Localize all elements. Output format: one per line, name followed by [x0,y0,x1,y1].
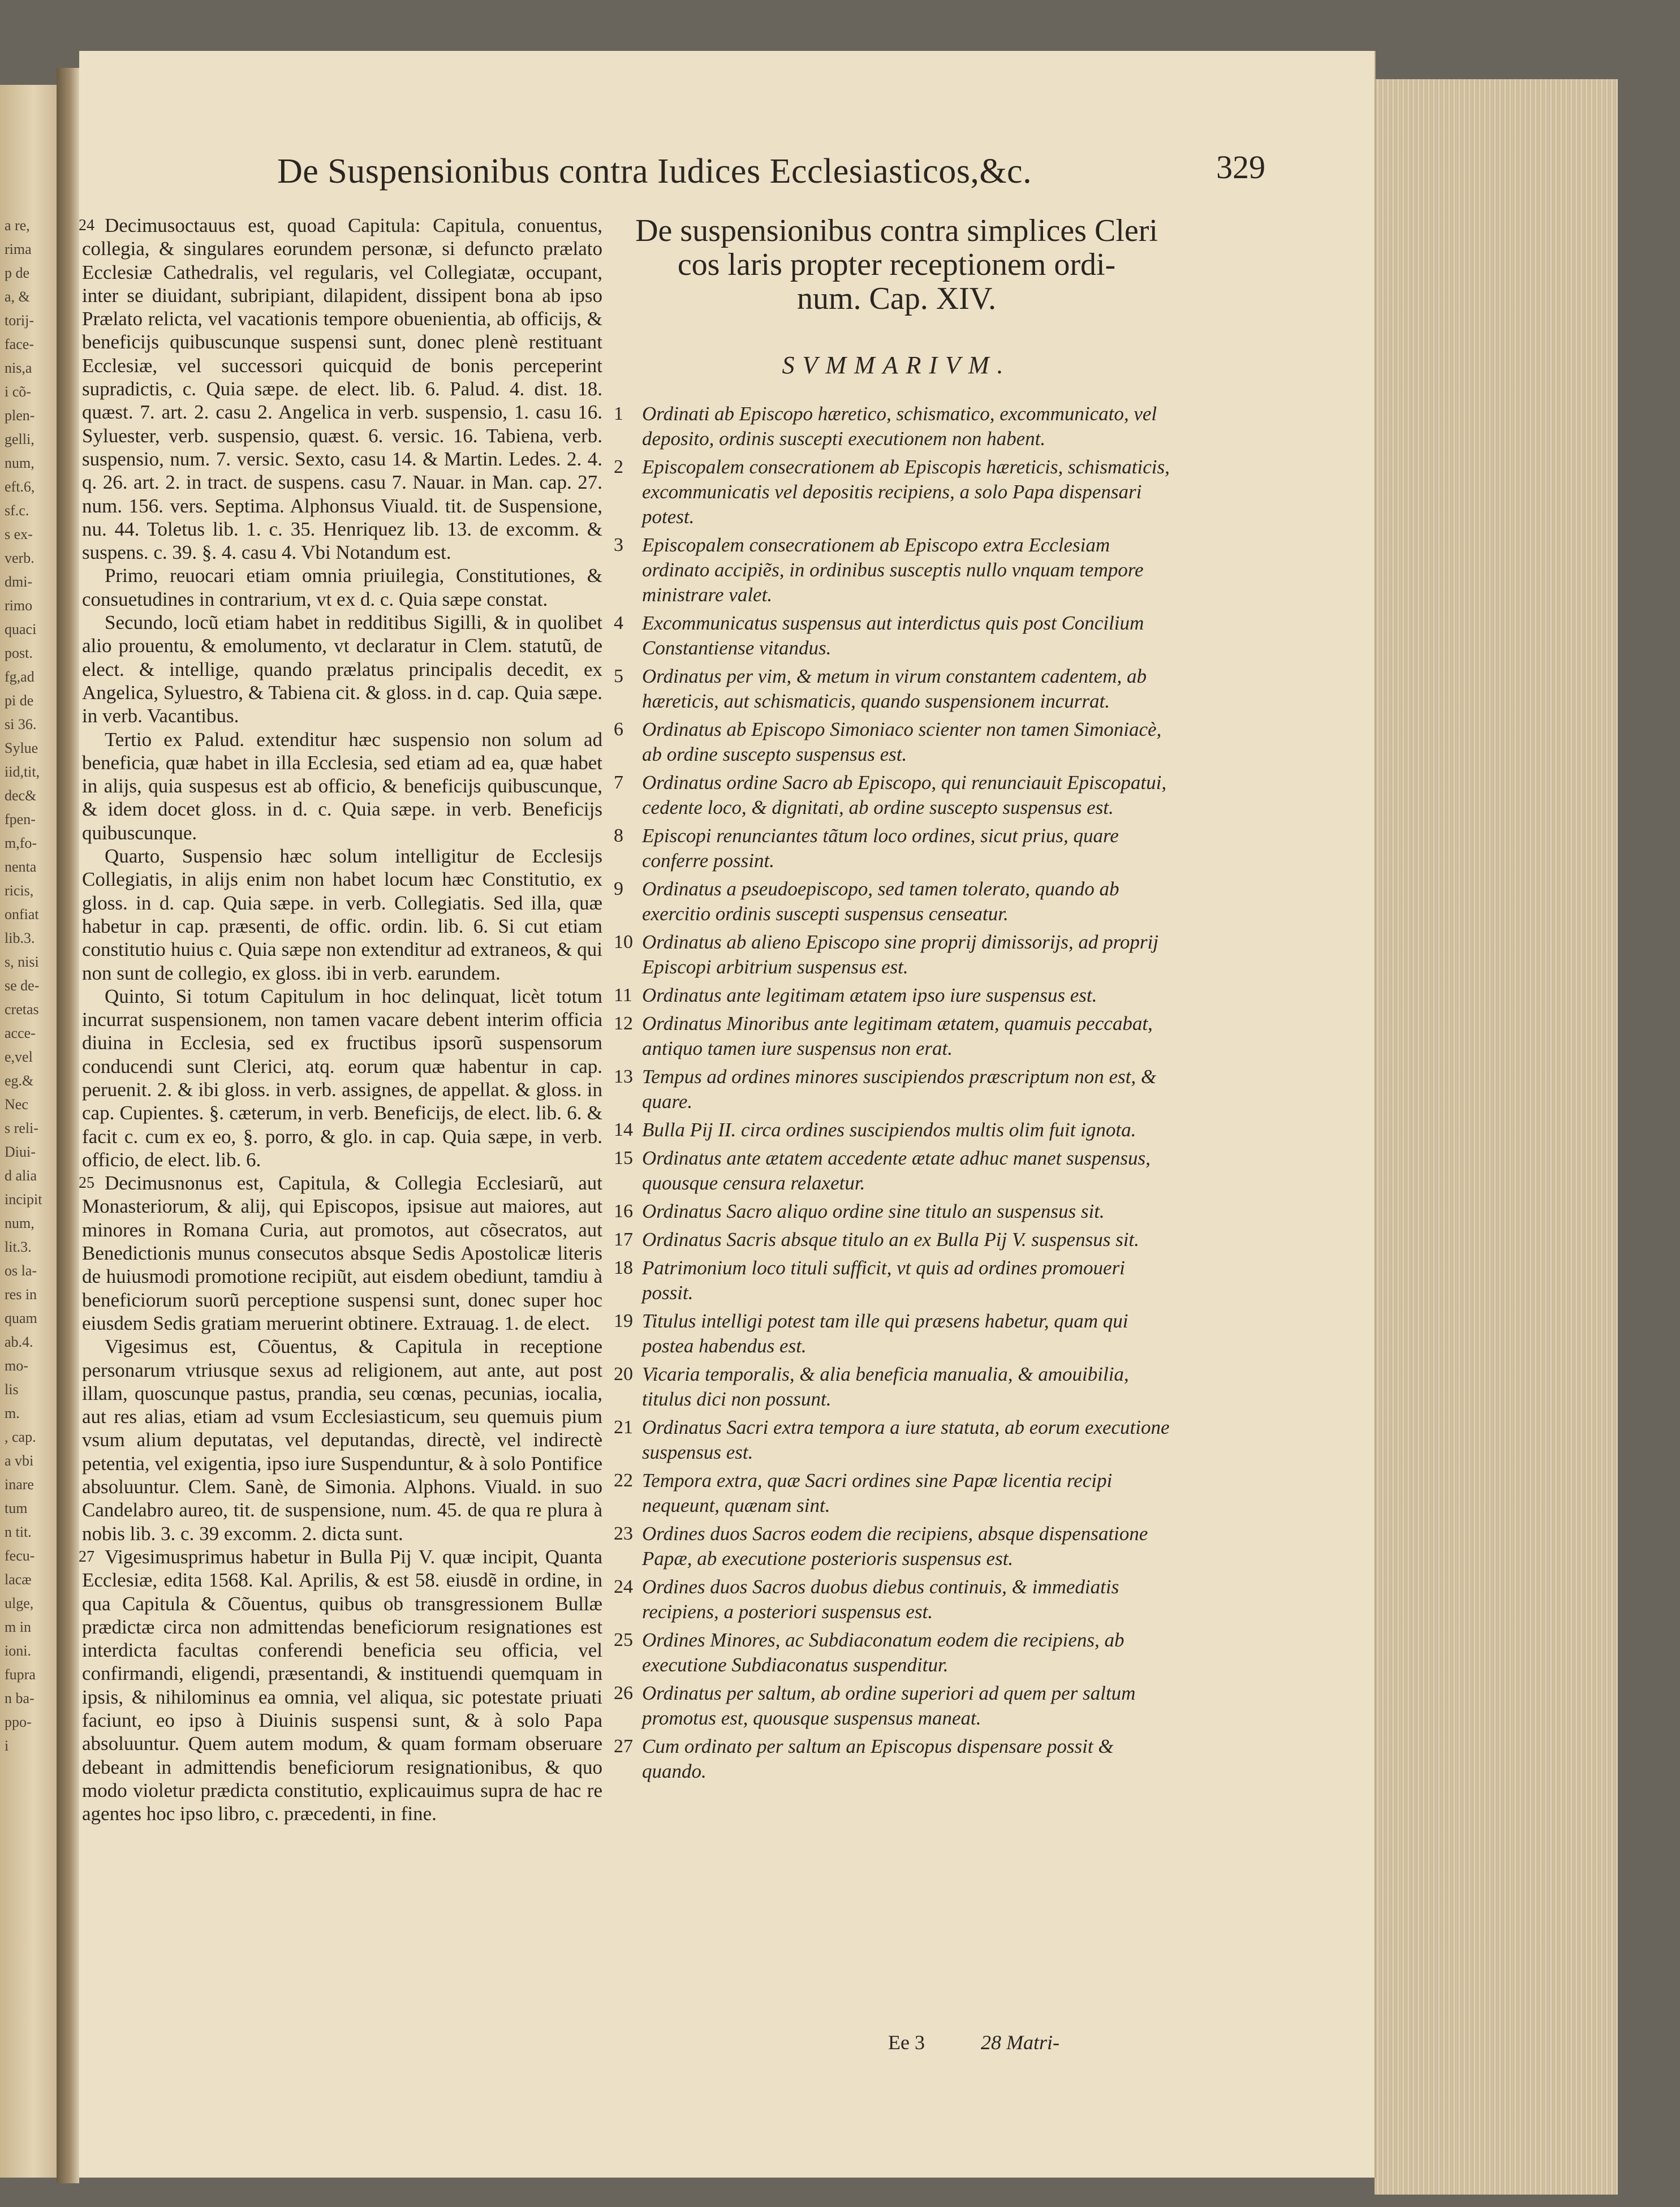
margin-fragment: dmi- [5,574,33,590]
margin-fragment: n ba- [5,1690,35,1706]
summarium-item-number: 14 [614,1119,633,1140]
summarium-item [614,1362,1179,1412]
summarium-item-number: 15 [614,1148,633,1169]
summarium-item-number: 16 [614,1201,633,1222]
margin-fragment: a, & [5,288,30,305]
summarium-item [614,1118,1179,1143]
margin-fragment: ppo- [5,1714,32,1730]
summarium-item-number: 19 [614,1311,633,1331]
margin-fragment: nis,a [5,360,32,376]
summarium-item [614,1628,1179,1678]
margin-fragment: lis [5,1381,19,1398]
paragraph-text: Vigesimusprimus habetur in Bulla Pij V. quæ incipit, Quanta Ecclesiæ, edita 1568. Kal. Aprilis, & est 58. eiusdẽ in ordine, in qua Capitula & Cõuentus, quibus ob transgressionem Bullæ prædictæ circa non admittendas beneficiorum resignationes est interdicta facultas conferendi beneficia seu officia, vel confirmandi, eligendi, præsentandi, & instituendi quemquam in ipsis, & nihilominus ea omnia, vel aliqua, sic potestate priuati faciunt, eo ipso à Diuinis suspensi sunt, & à solo Papa absoluuntur. Quem autem modum, & quam formam obseruare debeant in admittendis beneficiorum resignationibus, & quo modo violetur prædicta constitutio, explicauimus supra de hac re agentes hoc ipso libro, c. præcedenti, in fine. [82,1545,602,1825]
summarium-item-text: Episcopalem consecrationem ab Episcopis hæreticis, schismaticis, excommunicatis vel depositis recipiens, a solo Papa dispensari potest. [642,456,1170,528]
summarium-item-number: 8 [614,825,623,846]
margin-fragment: eft.6, [5,479,35,495]
summarium-item-text: Ordinatus per saltum, ab ordine superiori ad quem per saltum promotus est, quousque suspensus maneat. [642,1682,1136,1729]
margin-fragment: fupra [5,1666,36,1683]
margin-fragment: face- [5,336,34,352]
margin-fragment: fecu- [5,1548,35,1564]
summarium-item-text: Ordines Minores, ac Subdiaconatum eodem die recipiens, ab executione Subdiaconatus suspenditur. [642,1629,1125,1676]
paragraph [82,844,602,985]
summarium-item [614,1309,1179,1359]
margin-fragment: Sylue [5,740,38,756]
chapter-title-line: De suspensionibus contra simplices Cleri [635,213,1158,248]
summarium-item-text: Ordines duos Sacros duobus diebus continuis, & immediatis recipiens, a posteriori suspensus est. [642,1576,1119,1623]
margin-fragment: quam [5,1310,37,1326]
summarium-item [614,983,1179,1008]
summarium-item-text: Ordinatus ante legitimam ætatem ipso iure suspensus est. [642,984,1097,1006]
margin-fragment: rima [5,241,32,257]
margin-fragment: gelli, [5,431,35,447]
margin-fragment: , cap. [5,1429,36,1445]
summarium-item-number: 18 [614,1257,633,1278]
summarium-item-number: 7 [614,772,623,793]
summarium-item [614,1521,1179,1571]
page [79,51,1376,2178]
summarium-item-number: 11 [614,985,632,1006]
paragraph-number: 25 [79,1174,94,1192]
summarium-item [614,1256,1179,1305]
running-head: De Suspensionibus contra Iudices Ecclesiasticos,&c. [277,152,1032,191]
margin-fragment: s reli- [5,1120,38,1136]
margin-fragment: lit.3. [5,1239,32,1255]
summarium-item [614,664,1179,714]
paragraph-number: 27 [79,1548,94,1566]
paragraph [79,1171,602,1335]
summarium-item-text: Ordinatus ab alieno Episcopo sine proprij dimissorijs, ad proprij Episcopi arbitrium suspensus est. [642,931,1158,978]
summarium-item [614,1681,1179,1731]
summarium-item-text: Ordinatus a pseudoepiscopo, sed tamen tolerato, quando ab exercitio ordinis suscepti suspensus censeatur. [642,878,1119,925]
margin-fragment: i [5,1738,9,1754]
margin-fragment: pi de [5,692,34,709]
chapter-title-line: cos laris propter receptionem ordi- [677,247,1116,282]
margin-fragment: n tit. [5,1524,32,1540]
summarium-item-number: 2 [614,456,623,477]
summarium-item [614,877,1179,926]
summarium-item [614,1146,1179,1196]
summarium-item-text: Tempora extra, quæ Sacri ordines sine Papæ licentia recipi nequeunt, quænam sint. [642,1469,1113,1516]
paragraph [82,1335,602,1545]
margin-fragment: ioni. [5,1643,31,1659]
margin-fragment: onfiat [5,906,39,923]
margin-fragment: p de [5,265,30,281]
margin-fragment: quaci [5,621,37,637]
margin-fragment: ricis, [5,882,34,899]
summarium-item [614,533,1179,607]
paragraph-text: Secundo, locũ etiam habet in redditibus Sigilli, & in quolibet alio prouentu, & emolumento, vt declaratur in Clem. statutũ, de elect. & intellige, quando prælatus principalis decedit, ex Angelica, Syluestro, & Tabiena cit. & gloss. in d. cap. Quia sæpe. in verb. Vacantibus. [82,611,602,727]
summarium-item [614,1064,1179,1114]
margin-fragment: res in [5,1286,37,1303]
summarium-item-text: Episcopalem consecrationem ab Episcopo extra Ecclesiam ordinato accipiẽs, in ordinibus susceptis nullo vnquam tempore ministrare valet. [642,534,1144,606]
summarium-item [614,717,1179,767]
summarium-item [614,402,1179,451]
margin-fragment: Diui- [5,1144,36,1160]
margin-fragment: verb. [5,550,35,566]
summarium-item-number: 20 [614,1364,633,1385]
summarium-item [614,1575,1179,1624]
summarium-item-text: Titulus intelligi potest tam ille qui præsens habetur, quam qui postea habendus est. [642,1310,1128,1357]
catchword: 28 Matri- [980,2031,1059,2054]
summarium-item [614,611,1179,661]
summarium-item-text: Ordinatus Minoribus ante legitimam ætatem, quamuis peccabat, antiquo tamen iure suspensus non erat. [642,1012,1153,1059]
margin-fragment: si 36. [5,716,37,732]
page-fore-edge [1375,79,1618,2195]
summarium-item-text: Vicaria temporalis, & alia beneficia manualia, & amouibilia, titulus dici non possunt. [642,1363,1129,1410]
margin-fragment: ab.4. [5,1334,33,1350]
summarium-item-number: 17 [614,1229,633,1250]
summarium-item-number: 9 [614,878,623,899]
margin-fragment: num, [5,1215,35,1231]
margin-fragment: rimo [5,597,33,614]
margin-fragment: m,fo- [5,835,37,851]
margin-fragment: s, nisi [5,954,39,970]
margin-fragment: os la- [5,1262,37,1279]
margin-fragment: incipit [5,1191,42,1208]
margin-fragment: e,vel [5,1049,33,1065]
margin-fragment: fpen- [5,811,36,827]
paragraph-text: Tertio ex Palud. extenditur hæc suspensio non solum ad beneficia, quæ habet in illa Ecclesia, sed etiam ad ea, quæ habet in alijs, quia suspesus est ab officio, & beneficijs quibuscunque, & idem docet gloss. in d. c. Quia sæpe. in verb. Beneficijs quibuscunque. [82,728,602,844]
page-number: 329 [1216,149,1265,186]
summarium-item [614,1199,1179,1224]
margin-fragment: cretas [5,1001,39,1018]
right-column [614,214,1179,1787]
summarium-item [614,824,1179,873]
summarium-item-number: 13 [614,1066,633,1087]
facing-page-edge [0,85,57,2178]
summarium-item-text: Ordines duos Sacros eodem die recipiens, absque dispensatione Papæ, ab executione posterioris suspensus est. [642,1523,1148,1570]
paragraph-text: Quarto, Suspensio hæc solum intelligitur de Ecclesijs Collegiatis, in alijs enim non habet locum hæc Constitutio, ex gloss. in d. cap. Quia sæpe. in verb. Collegiatis. Sed illa, quæ habetur in cap. præsenti, de offic. ordin. lib. 6. Si cut etiam constitutio huius c. Quia sæpe non extenditur ad extraneos, & qui non sunt de collegio, ex gloss. ibi in verb. earundem. [82,845,602,984]
margin-fragment: eg.& [5,1072,34,1089]
margin-fragment: se de- [5,977,40,994]
margin-fragment: d alia [5,1167,37,1184]
margin-fragment: lib.3. [5,930,35,946]
left-column [79,214,602,1825]
paragraph [79,214,602,564]
summarium-item-number: 24 [614,1576,633,1597]
summarium-item [614,1468,1179,1518]
summarium-item [614,770,1179,820]
summarium-item-number: 12 [614,1013,633,1034]
summarium-item-number: 23 [614,1523,633,1544]
margin-fragment: acce- [5,1025,36,1041]
paragraph-text: Vigesimus est, Cõuentus, & Capitula in receptione personarum vtriusque sexus ad religionem, aut ante, aut post illam, quoscunque pastus, prandia, seu cœnas, pecunias, iocalia, aut res alias, etiam ad vsum Ecclesiasticum, seu quemuis pium vsum alium deputatas, vel deputandas, directè, vel indirectè petentia, vel exigentia, ipso iure Suspenduntur, & à solo Pontifice absoluuntur. Clem. Sanè, de Simonia. Alphons. Viuald. in suo Candelabro aureo, tit. de suspensione, num. 45. de qua re plura à nobis lib. 3. c. 39 excomm. 2. dicta sunt. [82,1335,602,1545]
paragraph-text: Decimusnonus est, Capitula, & Collegia Ecclesiarũ, aut Monasteriorum, & alij, qui Episcopos, ipsisue aut maiores, aut minores in Romana Curia, aut promotos, aut cõsecratos, aut Benedictionis munus consecutos absque Sedis Apostolicæ literis de huiusmodi promotione recipiũt, aut eisdem obediunt, tamdiu à beneficiorum suorũ perceptione suspensi sunt, donec super hoc eiusdem Sedis gratiam meruerint obtinere. Extrauag. 1. de elect. [82,1172,602,1334]
summarium-item-text: Tempus ad ordines minores suscipiendos præscriptum non est, & quare. [642,1066,1157,1113]
margin-fragment: i cõ- [5,383,31,400]
summarium-item-text: Ordinatus Sacris absque titulo an ex Bulla Pij V. suspensus sit. [642,1228,1139,1251]
paragraph [82,564,602,611]
paragraph [79,1545,602,1826]
summarium-item-text: Excommunicatus suspensus aut interdictus quis post Concilium Constantiense vitandus. [642,612,1144,659]
margin-fragment: lacæ [5,1571,32,1588]
margin-fragment: m. [5,1405,20,1421]
paragraph-text: Decimusoctauus est, quoad Capitula: Capitula, conuentus, collegia, & singulares eorundem personæ, si defuncto prælato Ecclesiæ Cathedralis, vel regularis, vel Collegiatæ, occupant, inter se diuidant, subripiant, dilapident, dissipent bona ab ipso Prælato relicta, vel vacationis tempore obuenientia, ab officijs, & beneficijs quibuscunque suspensi sunt, donec plenè restituant Ecclesiæ, vel successori quicquid de bonis perceperint supradictis, c. Quia sæpe. de elect. lib. 6. Palud. 4. dist. 18. quæst. 7. art. 2. casu 2. Angelica in verb. suspensio, 1. casu 16. Syluester, verb. suspensio, quæst. 6. versic. 16. Tabiena, verb. suspensio, num. 7. versic. Sexto, casu 14. & Martin. Ledes. 2. 4. q. 26. art. 2. in tract. de suspens. casu 7. Nauar. in Man. cap. 27. num. 156. vers. Septima. Alphonsus Viuald. tit. de Suspensione, nu. 44. Toletus lib. 1. c. 35. Henriquez lib. 13. de excomm. & suspens. c. 39. §. 4. casu 4. Vbi Notandum est. [82,214,602,564]
paragraph [82,611,602,727]
summarium-list [614,402,1179,1784]
signature-mark: Ee 3 [888,2031,925,2054]
summarium-item-text: Cum ordinato per saltum an Episcopus dispensare possit & quando. [642,1735,1114,1782]
summarium-item-number: 26 [614,1683,633,1704]
summarium-item-text: Bulla Pij II. circa ordines suscipiendos multis olim fuit ignota. [642,1119,1136,1141]
margin-fragment: torij- [5,312,34,329]
margin-fragment: Nec [5,1096,28,1113]
margin-fragment: m in [5,1619,31,1635]
margin-fragment: ulge, [5,1595,34,1611]
left-margin-fragments [0,214,57,1758]
summarium-item-number: 1 [614,403,623,424]
summarium-item [614,1734,1179,1784]
summarium-item-text: Patrimonium loco tituli sufficit, vt quis ad ordines promoueri possit. [642,1257,1125,1304]
paragraph [82,985,602,1171]
summarium-item-text: Ordinatus per vim, & metum in virum constantem cadentem, ab hæreticis, aut schismaticis, quando suspensionem incurrat. [642,665,1147,712]
summarium-item-text: Ordinatus ordine Sacro ab Episcopo, qui renunciauit Episcopatui, cedente loco, & dignitati, ab ordine suscepto suspensus est. [642,771,1167,818]
paragraph-number: 24 [79,217,94,234]
paragraph [82,728,602,844]
margin-fragment: a vbi [5,1452,34,1469]
chapter-title [614,214,1179,316]
chapter-title-line: num. Cap. XIV. [796,281,997,316]
summarium-item-number: 6 [614,719,623,740]
summarium-heading: SVMMARIVM. [782,351,1011,379]
margin-fragment: dec& [5,787,37,804]
summarium-item-number: 4 [614,613,623,633]
margin-fragment: a re, [5,217,30,234]
book-gutter [57,68,79,2183]
summarium-item-text: Episcopi renunciantes tãtum loco ordines, sicut prius, quare conferre possint. [642,825,1119,872]
margin-fragment: tum [5,1500,28,1516]
margin-fragment: post. [5,645,33,661]
summarium-item-number: 3 [614,534,623,555]
margin-fragment: iid,tit, [5,764,40,780]
margin-fragment: fg,ad [5,669,35,685]
summarium-item-number: 22 [614,1470,633,1491]
summarium-item [614,1415,1179,1465]
summarium-item-text: Ordinatus ab Episcopo Simoniaco scienter non tamen Simoniacè, ab ordine suscepto suspensus est. [642,718,1162,765]
summarium-item-number: 27 [614,1736,633,1757]
summarium-item-number: 25 [614,1630,633,1650]
summarium-item-text: Ordinati ab Episcopo hæretico, schismatico, excommunicato, vel deposito, ordinis suscepti executionem non habent. [642,403,1157,450]
summarium-item-text: Ordinatus Sacro aliquo ordine sine titulo an suspensus sit. [642,1200,1105,1222]
margin-fragment: num, [5,455,35,471]
summarium-item-text: Ordinatus ante ætatem accedente ætate adhuc manet suspensus, quousque censura relaxetur. [642,1147,1151,1194]
summarium-item-number: 21 [614,1417,633,1438]
summarium-item [614,455,1179,529]
paragraph-text: Primo, reuocari etiam omnia priuilegia, Constitutiones, & consuetudines in contrarium, vt ex d. c. Quia sæpe constat. [82,564,602,610]
margin-fragment: mo- [5,1357,28,1374]
summarium-item-text: Ordinatus Sacri extra tempora a iure statuta, ab eorum executione suspensus est. [642,1416,1170,1463]
summarium-item [614,1227,1179,1252]
paragraph-text: Quinto, Si totum Capitulum in hoc delinquat, licèt totum incurrat suspensionem, non tamen vacare debent interim officia diuina in Ecclesia, sed ex fructibus ipsorũ suspensorum conducendi sunt Clerici, atq. eorum quæ habentur in cap. peruenit. 2. & ibi gloss. in verb. assignes, de appellat. & gloss. in cap. Cupientes. §. cæterum, in verb. Beneficijs, de elect. lib. 6. & facit c. cum ex eo, §. porro, & glo. in cap. Quia sæpe, in verb. officio, de elect. lib. 6. [82,985,602,1171]
summarium-item [614,1011,1179,1061]
page-footer [888,2031,1171,2054]
margin-fragment: s ex- [5,526,33,542]
summarium-item-number: 5 [614,666,623,687]
summarium-item [614,930,1179,980]
summarium-item-number: 10 [614,932,633,952]
margin-fragment: nenta [5,859,37,875]
margin-fragment: sf.c. [5,502,29,519]
margin-fragment: inare [5,1476,34,1493]
margin-fragment: plen- [5,407,35,424]
